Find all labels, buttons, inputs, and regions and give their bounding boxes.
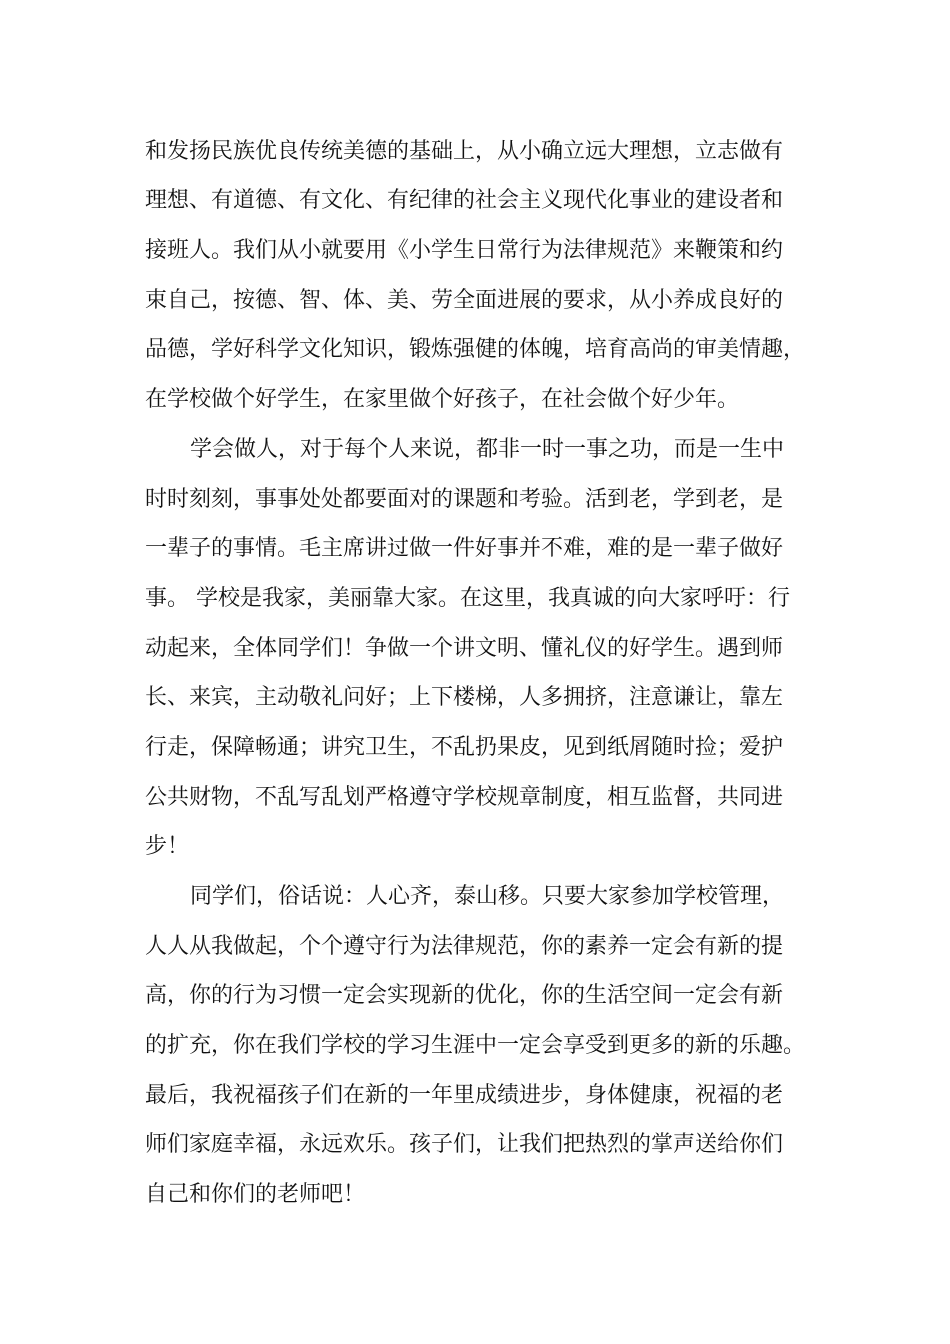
text-line: 事。 学校是我家，美丽靠大家。在这里，我真诚的向大家呼吁：行 bbox=[145, 586, 790, 611]
text-line: 束自己，按德、智、体、美、劳全面进展的要求，从小养成良好的 bbox=[145, 288, 784, 313]
text-line: 理想、有道德、有文化、有纪律的社会主义现代化事业的建设者和 bbox=[145, 188, 784, 213]
paragraph-first-line: 同学们，俗话说：人心齐，泰山移。只要大家参加学校管理， bbox=[190, 884, 785, 909]
text-line: 自己和你们的老师吧！ bbox=[145, 1182, 366, 1207]
text-line: 时时刻刻，事事处处都要面对的课题和考验。活到老，学到老，是 bbox=[145, 487, 784, 512]
text-line: 接班人。我们从小就要用《小学生日常行为法律规范》来鞭策和约 bbox=[145, 238, 784, 263]
text-line: 和发扬民族优良传统美德的基础上，从小确立远大理想，立志做有 bbox=[145, 139, 784, 164]
text-line: 行走，保障畅通；讲究卫生，不乱扔果皮，见到纸屑随时捡；爱护 bbox=[145, 735, 784, 760]
text-line: 一辈子的事情。毛主席讲过做一件好事并不难，难的是一辈子做好 bbox=[145, 536, 784, 561]
text-line: 品德，学好科学文化知识，锻炼强健的体魄，培育高尚的审美情趣， bbox=[145, 337, 806, 362]
text-line: 最后，我祝福孩子们在新的一年里成绩进步，身体健康，祝福的老 bbox=[145, 1083, 784, 1108]
text-line: 师们家庭幸福，永远欢乐。孩子们，让我们把热烈的掌声送给你们 bbox=[145, 1132, 784, 1157]
text-line: 公共财物，不乱写乱划严格遵守学校规章制度，相互监督，共同进 bbox=[145, 785, 784, 810]
text-line: 长、来宾，主动敬礼问好；上下楼梯，人多拥挤，注意谦让，靠左 bbox=[145, 685, 784, 710]
text-line: 高，你的行为习惯一定会实现新的优化，你的生活空间一定会有新 bbox=[145, 983, 784, 1008]
text-line: 动起来，全体同学们！争做一个讲文明、懂礼仪的好学生。遇到师 bbox=[145, 636, 784, 661]
paragraph-first-line: 学会做人，对于每个人来说，都非一时一事之功，而是一生中 bbox=[190, 437, 785, 462]
text-line: 的扩充，你在我们学校的学习生涯中一定会享受到更多的新的乐趣。 bbox=[145, 1033, 806, 1058]
text-line: 人人从我做起，个个遵守行为法律规范，你的素养一定会有新的提 bbox=[145, 934, 784, 959]
text-line: 步！ bbox=[145, 834, 190, 859]
text-line: 在学校做个好学生，在家里做个好孩子，在社会做个好少年。 bbox=[145, 387, 740, 412]
